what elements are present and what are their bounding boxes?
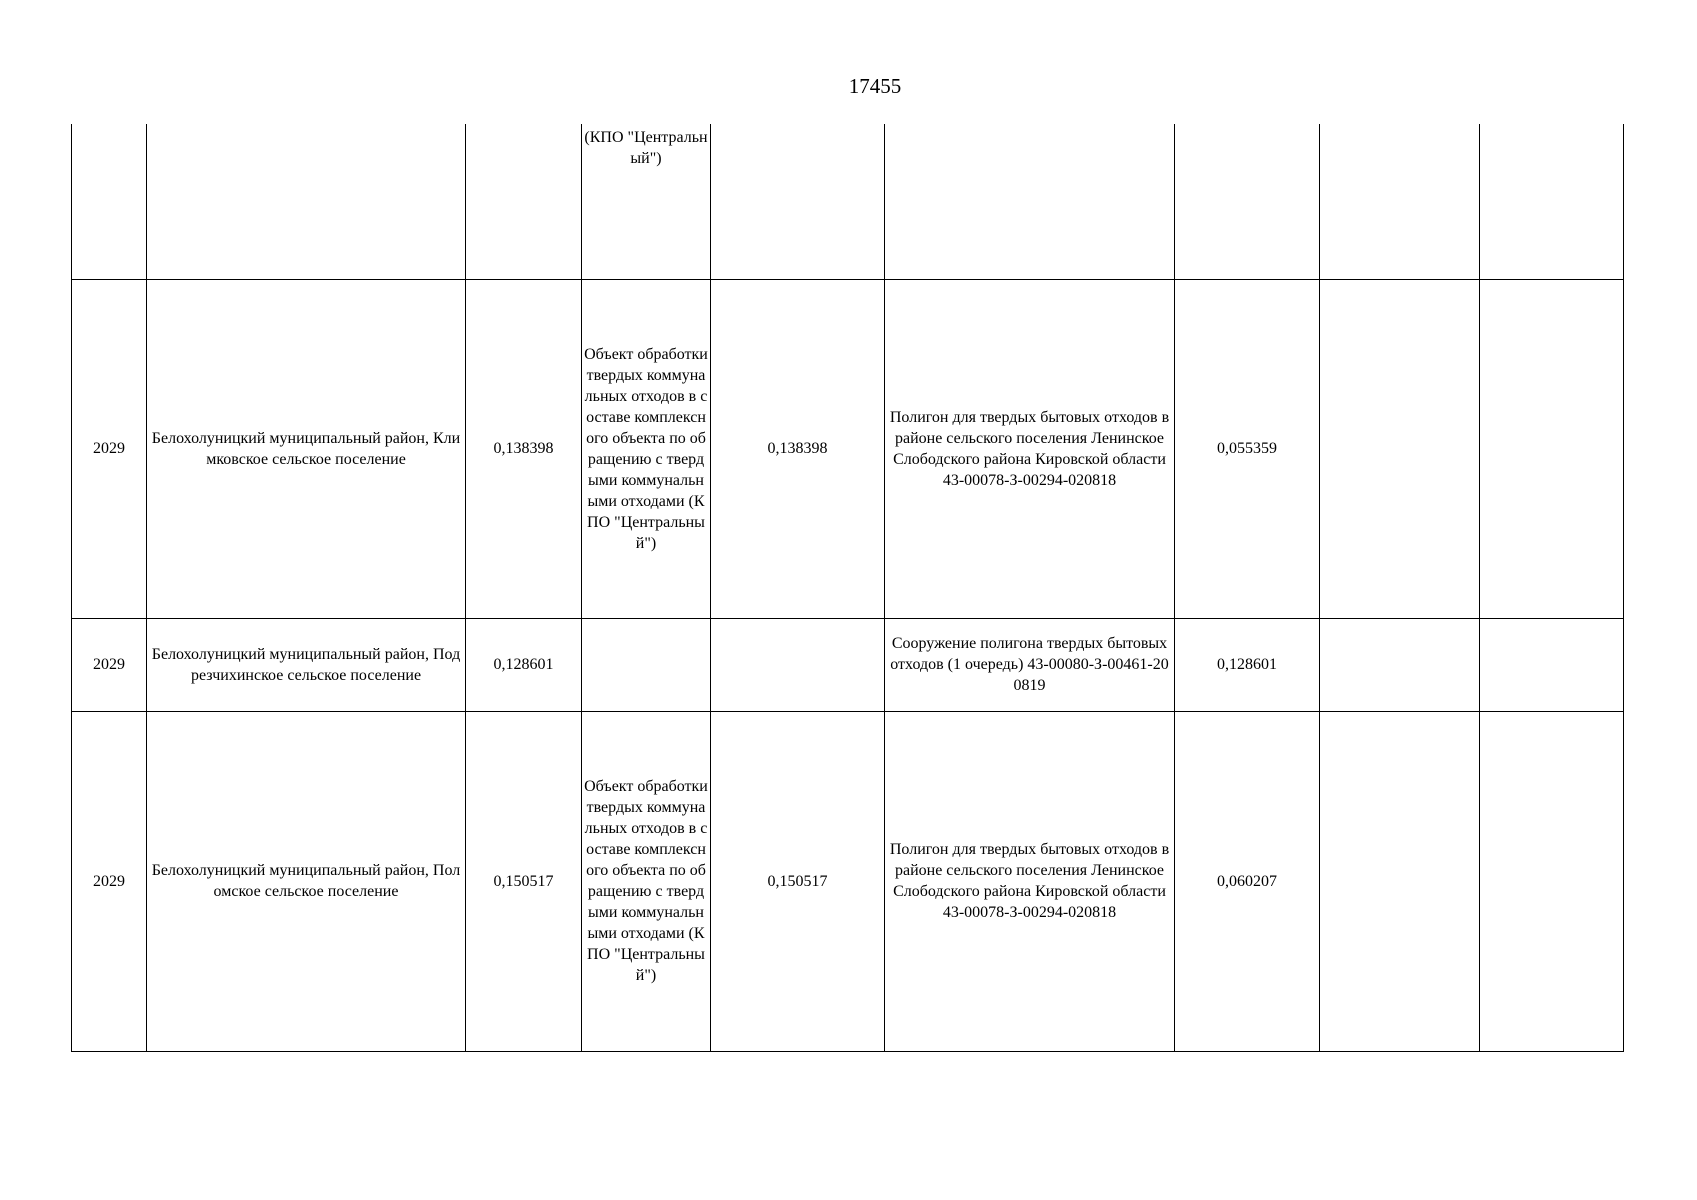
cell-col9	[1480, 279, 1624, 618]
cell-facility: Объект обработки твердых коммунальных отходов в составе комплексного объекта по обращению с твердыми коммунальными отходами (КПО "Центральный")	[582, 711, 711, 1051]
table-row	[72, 618, 1624, 711]
cell-col8	[1320, 279, 1480, 618]
cell-facility-volume	[711, 618, 885, 711]
cell-landfill	[885, 124, 1175, 279]
cell-col9	[1480, 124, 1624, 279]
cell-landfill: Сооружение полигона твердых бытовых отходов (1 очередь) 43-00080-З-00461-200819	[885, 618, 1175, 711]
cell-municipality: Белохолуницкий муниципальный район, Подрезчихинское сельское поселение	[147, 618, 466, 711]
cell-landfill-volume: 0,128601	[1175, 618, 1320, 711]
table-row-continuation	[72, 124, 1624, 279]
cell-volume-total: 0,128601	[466, 618, 582, 711]
cell-landfill: Полигон для твердых бытовых отходов в районе сельского поселения Ленинское Слободского района Кировской области 43-00078-З-00294-020818	[885, 279, 1175, 618]
cell-year: 2029	[72, 711, 147, 1051]
cell-municipality	[147, 124, 466, 279]
cell-municipality: Белохолуницкий муниципальный район, Климковское сельское поселение	[147, 279, 466, 618]
cell-facility: Объект обработки твердых коммунальных отходов в составе комплексного объекта по обращению с твердыми коммунальными отходами (КПО "Центральный")	[582, 279, 711, 618]
cell-col8	[1320, 124, 1480, 279]
cell-volume-total	[466, 124, 582, 279]
cell-municipality: Белохолуницкий муниципальный район, Поломское сельское поселение	[147, 711, 466, 1051]
cell-landfill-volume: 0,060207	[1175, 711, 1320, 1051]
page-number: 17455	[848, 74, 902, 98]
cell-facility	[582, 618, 711, 711]
cell-landfill-volume: 0,055359	[1175, 279, 1320, 618]
cell-col9	[1480, 711, 1624, 1051]
cell-year	[72, 124, 147, 279]
cell-facility: (КПО "Центральный")	[582, 124, 711, 279]
table-row	[72, 711, 1624, 1051]
table-row	[72, 279, 1624, 618]
cell-col8	[1320, 711, 1480, 1051]
waste-flow-table	[71, 124, 1624, 1052]
cell-landfill: Полигон для твердых бытовых отходов в районе сельского поселения Ленинское Слободского района Кировской области 43-00078-З-00294-020818	[885, 711, 1175, 1051]
cell-year: 2029	[72, 279, 147, 618]
cell-volume-total: 0,138398	[466, 279, 582, 618]
cell-year: 2029	[72, 618, 147, 711]
cell-col8	[1320, 618, 1480, 711]
cell-facility-volume: 0,138398	[711, 279, 885, 618]
cell-col9	[1480, 618, 1624, 711]
cell-facility-volume: 0,150517	[711, 711, 885, 1051]
cell-facility-volume	[711, 124, 885, 279]
cell-landfill-volume	[1175, 124, 1320, 279]
cell-volume-total: 0,150517	[466, 711, 582, 1051]
